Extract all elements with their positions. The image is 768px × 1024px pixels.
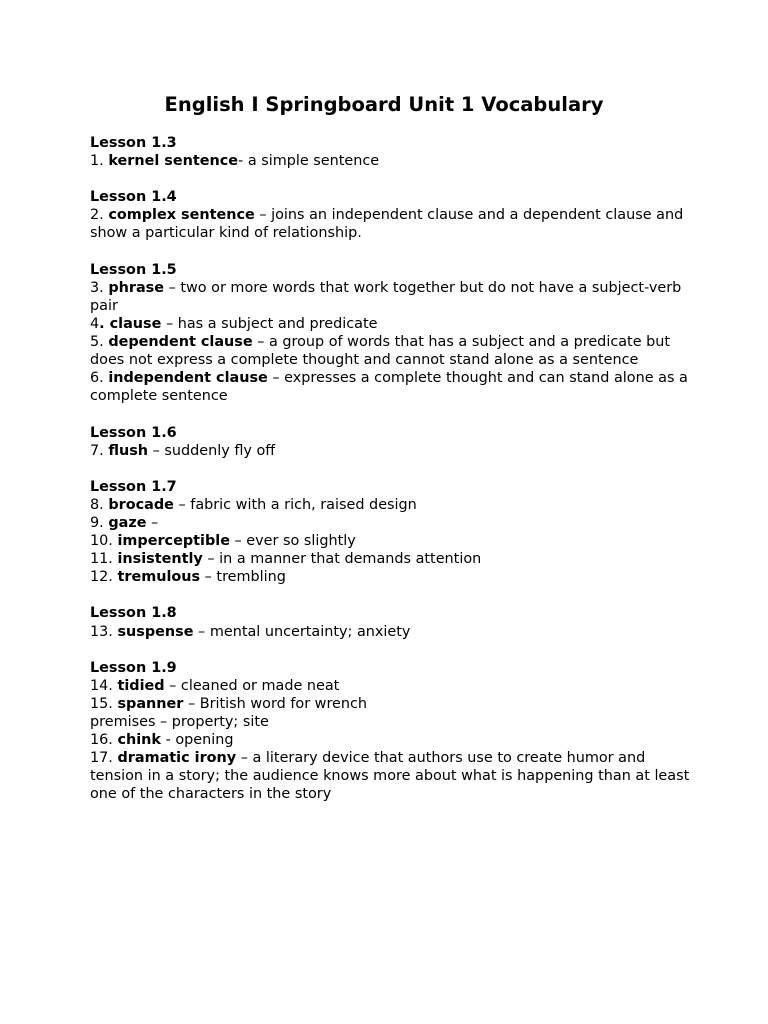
vocab-definition: – cleaned or made neat <box>164 677 340 694</box>
vocab-term: tidied <box>117 677 165 694</box>
entry-number: 5. <box>90 334 109 351</box>
vocab-definition: – British word for wrench <box>183 695 368 712</box>
vocab-entry <box>90 623 690 641</box>
vocab-term: flush <box>108 442 149 459</box>
vocab-definition: – mental uncertainty; anxiety <box>193 623 411 640</box>
entry-number: 8. <box>90 496 109 513</box>
entry-number: 10. <box>90 533 118 550</box>
lesson-heading: Lesson 1.3 <box>90 135 177 151</box>
vocab-term: phrase <box>108 279 164 296</box>
vocab-definition: premises – property; site <box>90 714 269 730</box>
vocab-term: tremulous <box>117 569 201 586</box>
vocab-definition: – two or more words that work together but do not have a subject-verb pair <box>90 279 682 314</box>
vocab-term: insistently <box>117 551 203 568</box>
vocab-term: complex sentence <box>108 207 255 224</box>
vocab-entry <box>90 206 690 242</box>
vocab-entry <box>90 315 690 333</box>
vocab-entry <box>90 279 690 315</box>
vocab-entry <box>90 369 690 405</box>
vocabulary-list <box>90 134 690 822</box>
vocab-entry <box>90 550 690 568</box>
vocab-term: brocade <box>108 496 174 513</box>
lesson-section <box>90 659 690 804</box>
vocab-term: suspense <box>117 623 194 640</box>
vocab-entry <box>90 514 690 532</box>
vocab-term: independent clause <box>108 370 268 387</box>
entry-number: 15. <box>90 695 118 712</box>
vocab-definition: - a simple sentence <box>238 153 380 170</box>
vocab-definition: - opening <box>161 732 234 749</box>
vocab-entry <box>90 731 690 749</box>
vocab-entry <box>90 532 690 550</box>
entry-number: 7. <box>90 442 109 459</box>
vocab-term: dramatic irony <box>117 750 237 767</box>
lesson-heading: Lesson 1.7 <box>90 478 177 495</box>
vocab-definition: – fabric with a rich, raised design <box>173 496 417 513</box>
vocab-definition: – joins an independent clause and a dependent clause and show a particular kind of relationship. <box>90 207 684 242</box>
lesson-heading: Lesson 1.9 <box>90 659 177 676</box>
vocab-definition: – ever so slightly <box>229 533 356 550</box>
entry-number: 16. <box>90 732 118 749</box>
lesson-section <box>90 604 690 640</box>
lesson-heading: Lesson 1.6 <box>90 424 177 441</box>
vocab-entry <box>90 713 690 731</box>
entry-number: 9. <box>90 514 109 531</box>
entry-number: 3. <box>90 279 109 296</box>
lesson-section <box>90 261 690 406</box>
vocab-definition: – a group of words that has a subject and a predicate but does not express a complete thought and cannot stand alone as a sentence <box>90 334 671 369</box>
vocab-definition: – <box>146 514 159 531</box>
vocab-entry <box>90 749 690 803</box>
lesson-section <box>90 424 690 460</box>
vocab-term: . clause <box>99 315 162 332</box>
vocab-entry <box>90 442 690 460</box>
entry-number: 11. <box>90 551 118 568</box>
lesson-heading: Lesson 1.8 <box>90 605 177 622</box>
vocab-entry <box>90 333 690 369</box>
entry-number: 2. <box>90 207 109 224</box>
vocab-definition: – expresses a complete thought and can stand alone as a complete sentence <box>90 370 688 405</box>
entry-number: 12. <box>90 569 118 586</box>
vocab-definition: – a literary device that authors use to create humor and tension in a story; the audience knows more about what is happening than at least one of the characters in the story <box>90 750 690 803</box>
vocab-entry <box>90 568 690 586</box>
vocab-definition: – in a manner that demands attention <box>202 551 482 568</box>
entry-number: 17. <box>90 750 118 767</box>
vocab-entry <box>90 695 690 713</box>
lesson-heading: Lesson 1.4 <box>90 189 177 206</box>
vocab-entry <box>90 677 690 695</box>
entry-number: 6. <box>90 370 109 387</box>
entry-number: 1. <box>90 153 109 170</box>
vocab-term: kernel sentence <box>108 153 239 170</box>
vocab-term: imperceptible <box>117 533 230 550</box>
vocab-term: gaze <box>108 514 147 531</box>
lesson-section <box>90 134 690 170</box>
lesson-section <box>90 188 690 242</box>
vocab-term: chink <box>117 732 161 749</box>
vocab-definition: – has a subject and predicate <box>161 315 378 332</box>
vocab-entry <box>90 152 690 170</box>
vocab-definition: – trembling <box>200 569 286 586</box>
vocab-term: spanner <box>117 695 184 712</box>
vocab-entry <box>90 496 690 514</box>
document-title: English I Springboard Unit 1 Vocabulary <box>164 93 604 116</box>
lesson-heading: Lesson 1.5 <box>90 261 177 278</box>
vocab-definition: – suddenly fly off <box>148 442 276 459</box>
entry-number: 13. <box>90 623 118 640</box>
entry-number: 14. <box>90 677 118 694</box>
vocab-term: dependent clause <box>108 334 253 351</box>
entry-number: 4 <box>90 315 100 332</box>
lesson-section <box>90 478 690 587</box>
